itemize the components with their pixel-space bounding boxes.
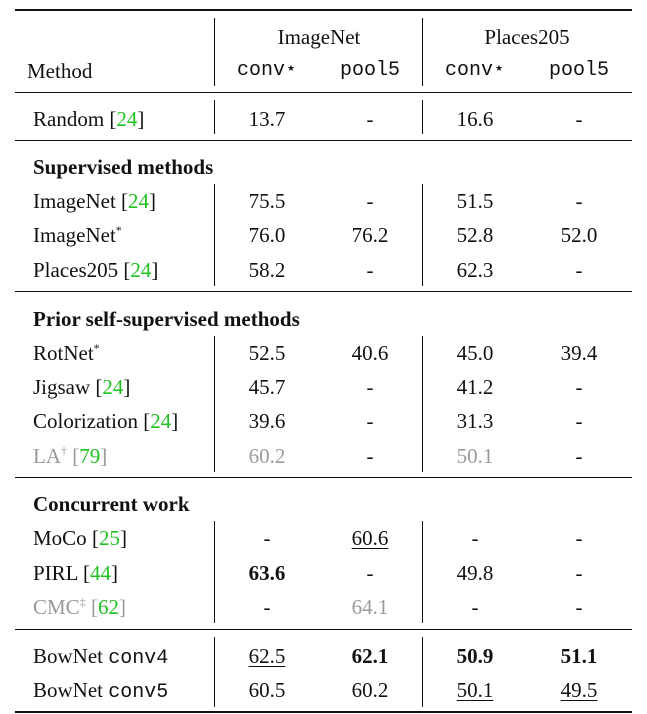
table-cell: - — [366, 561, 374, 585]
table-cell: - — [575, 526, 583, 550]
table-cell: - — [366, 409, 374, 433]
table-row-method: Colorization [24] — [33, 409, 179, 433]
table-cell: 39.4 — [560, 341, 598, 365]
table-row-method: ImageNet* — [33, 223, 122, 247]
table-cell: 52.8 — [456, 223, 494, 247]
table-cell: - — [575, 409, 583, 433]
header-method: Method — [27, 59, 93, 83]
table-cell: - — [263, 526, 271, 550]
table-cell: 62.5 — [248, 644, 286, 668]
table-cell: - — [575, 258, 583, 282]
table-cell: - — [575, 561, 583, 585]
table-cell: 50.1 — [456, 444, 494, 468]
table-cell: - — [366, 258, 374, 282]
table-cell: 60.2 — [351, 678, 389, 702]
col-separator — [422, 521, 423, 623]
section-title-supervised: Supervised methods — [33, 155, 214, 179]
table-cell: 13.7 — [248, 107, 286, 131]
header-places205: Places205 — [484, 25, 570, 49]
table-cell: 45.0 — [456, 341, 494, 365]
top-rule — [15, 9, 632, 11]
section-title-prior: Prior self-supervised methods — [33, 307, 300, 331]
col-separator — [214, 100, 215, 134]
table-cell: 31.3 — [456, 409, 494, 433]
table-cell: - — [471, 595, 479, 619]
col-separator — [422, 336, 423, 472]
col-separator — [214, 521, 215, 623]
table-cell: 51.1 — [560, 644, 598, 668]
header-places-conv: conv⋆ — [444, 59, 506, 82]
table-cell: - — [263, 595, 271, 619]
table-cell: 52.5 — [248, 341, 286, 365]
table-cell: - — [366, 107, 374, 131]
table-cell: 50.9 — [456, 644, 494, 668]
col-separator — [214, 18, 215, 86]
header-rule — [15, 92, 632, 93]
col-separator — [214, 637, 215, 707]
table-cell: 50.1 — [456, 678, 494, 702]
table-row-method: ImageNet [24] — [33, 189, 157, 213]
table-cell: 64.1 — [351, 595, 389, 619]
header-places-pool5: pool5 — [548, 59, 609, 82]
table-cell: - — [575, 595, 583, 619]
concurrent-rule — [15, 629, 632, 630]
table-cell: 76.0 — [248, 223, 286, 247]
table-cell: 49.5 — [560, 678, 598, 702]
section-title-concurrent: Concurrent work — [33, 492, 190, 516]
table-cell: 39.6 — [248, 409, 286, 433]
random-rule — [15, 140, 632, 141]
supervised-rule — [15, 291, 632, 292]
table-cell: 62.1 — [351, 644, 389, 668]
table-row-method: MoCo [25] — [33, 526, 127, 550]
table-cell: 16.6 — [456, 107, 494, 131]
table-cell: - — [575, 189, 583, 213]
table-cell: - — [471, 526, 479, 550]
table-row-method: CMC‡ [62] — [33, 595, 126, 619]
prior-rule — [15, 477, 632, 478]
col-separator — [214, 184, 215, 286]
bottom-rule — [15, 711, 632, 713]
table-cell: - — [575, 107, 583, 131]
col-separator — [422, 184, 423, 286]
table-row-method: BowNet conv5 — [33, 678, 169, 704]
col-separator — [422, 100, 423, 134]
table-cell: 60.6 — [351, 526, 389, 550]
table-row-method: RotNet* — [33, 341, 100, 365]
table-cell: - — [366, 375, 374, 399]
table-row-method: LA† [79] — [33, 444, 108, 468]
table-cell: 40.6 — [351, 341, 389, 365]
table-cell: 51.5 — [456, 189, 494, 213]
table-cell: 63.6 — [248, 561, 286, 585]
table-cell: 52.0 — [560, 223, 598, 247]
table-cell: 76.2 — [351, 223, 389, 247]
table-cell: 58.2 — [248, 258, 286, 282]
table-cell: 45.7 — [248, 375, 286, 399]
table-cell: - — [575, 375, 583, 399]
header-imagenet-conv: conv⋆ — [236, 59, 298, 82]
table-cell: 62.3 — [456, 258, 494, 282]
col-separator — [214, 336, 215, 472]
table-row-method: Random [24] — [33, 107, 145, 131]
table-cell: - — [366, 189, 374, 213]
table-cell: 60.2 — [248, 444, 286, 468]
col-separator — [422, 637, 423, 707]
table-cell: 75.5 — [248, 189, 286, 213]
table-cell: - — [575, 444, 583, 468]
table-row-method: Places205 [24] — [33, 258, 159, 282]
table-row-method: BowNet conv4 — [33, 644, 169, 670]
col-separator — [422, 18, 423, 86]
table-cell: 60.5 — [248, 678, 286, 702]
table-cell: 41.2 — [456, 375, 494, 399]
table-row-method: PIRL [44] — [33, 561, 118, 585]
table-cell: - — [366, 444, 374, 468]
table-row-method: Jigsaw [24] — [33, 375, 131, 399]
table-cell: 49.8 — [456, 561, 494, 585]
header-imagenet: ImageNet — [277, 25, 361, 49]
header-imagenet-pool5: pool5 — [339, 59, 400, 82]
